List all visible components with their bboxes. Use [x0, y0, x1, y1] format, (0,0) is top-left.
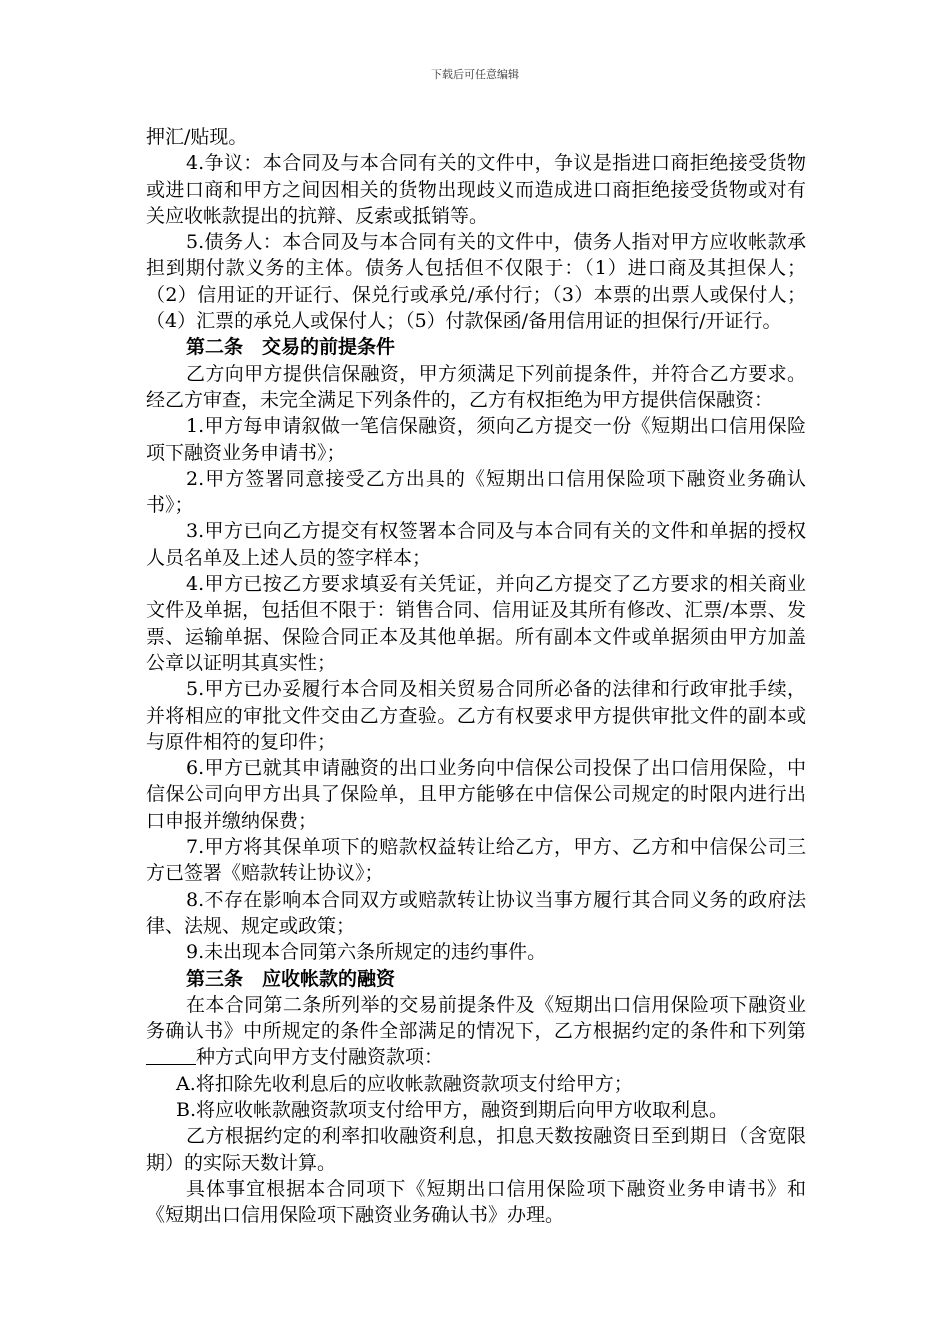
- paragraph: [146, 676, 806, 755]
- paragraph-text: 8.不存在影响本合同双方或赔款转让协议当事方履行其合同义务的政府法律、法规、规定或政策；: [146, 888, 806, 937]
- paragraph: [146, 939, 806, 965]
- paragraph-text: 2.甲方签署同意接受乙方出具的《短期出口信用保险项下融资业务确认书》；: [146, 467, 806, 517]
- paragraph-text: 第二条 交易的前提条件: [186, 336, 396, 359]
- paragraph: [146, 1176, 806, 1229]
- paragraph-text: 乙方向甲方提供信保融资，甲方须满足下列前提条件，并符合乙方要求。经乙方审查，未完全满足下列条件的，乙方有权拒绝为甲方提供信保融资：: [146, 362, 806, 411]
- paragraph: [146, 124, 806, 150]
- paragraph-text: 5.甲方已办妥履行本合同及相关贸易合同所必备的法律和行政审批手续，并将相应的审批文件交由乙方查验。乙方有权要求甲方提供审批文件的副本或与原件相符的复印件；: [146, 678, 806, 753]
- paragraph-text: A.将扣除先收利息后的应收帐款融资款项支付给甲方；: [176, 1072, 633, 1095]
- paragraph: [146, 1071, 806, 1097]
- paragraph: [146, 887, 806, 940]
- paragraph-text: 在本合同第二条所列举的交易前提条件及《短期出口信用保险项下融资业务确认书》中所规定的条件全部满足的情况下，乙方根据约定的条件和下列第: [146, 993, 806, 1043]
- paragraph: [146, 361, 806, 414]
- section-heading: [146, 966, 806, 992]
- paragraph-text: 1.甲方每申请叙做一笔信保融资，须向乙方提交一份《短期出口信用保险项下融资业务申请书》；: [146, 415, 806, 464]
- paragraph-text: 4.甲方已按乙方要求填妥有关凭证，并向乙方提交了乙方要求的相关商业文件及单据，包括但不限于：销售合同、信用证及其所有修改、汇票/本票、发票、运输单据、保险合同正本及其他单据。所有副本文件或单据须由甲方加盖公章以证明其真实性；: [146, 573, 806, 674]
- paragraph: [146, 571, 806, 676]
- paragraph-text: 第三条 应收帐款的融资: [186, 967, 396, 990]
- paragraph-text: 5.债务人：本合同及与本合同有关的文件中，债务人指对甲方应收帐款承担到期付款义务的主体。债务人包括但不仅限于：（1）进口商及其担保人；（2）信用证的开证行、保兑行或承兑/承付行；（3）本票的出票人或保付人；（4）汇票的承兑人或保付人；（5）付款保函/备用信用证的担保行/开证行。: [146, 231, 806, 333]
- paragraph-text: 具体事宜根据本合同项下《短期出口信用保险项下融资业务申请书》和《短期出口信用保险项下融资业务确认书》办理。: [146, 1177, 806, 1227]
- paragraph-text: 7.甲方将其保单项下的赔款权益转让给乙方，甲方、乙方和中信保公司三方已签署《赔款转让协议》；: [146, 836, 806, 885]
- document-body: [146, 124, 806, 1228]
- section-heading: [146, 334, 806, 360]
- page-header: 下载后可任意编辑: [431, 68, 519, 81]
- paragraph-text: 押汇/贴现。: [146, 126, 248, 148]
- paragraph-text: B.将应收帐款融资款项支付给甲方，融资到期后向甲方收取利息。: [176, 1098, 729, 1121]
- paragraph-text: 3.甲方已向乙方提交有权签署本合同及与本合同有关的文件和单据的授权人员名单及上述人员的签字样本；: [146, 520, 806, 569]
- paragraph-text: 6.甲方已就其申请融资的出口业务向中信保公司投保了出口信用保险，中信保公司向甲方出具了保险单，且甲方能够在中信保公司规定的时限内进行出口申报并缴纳保费；: [146, 757, 806, 832]
- paragraph: [146, 518, 806, 571]
- paragraph: [146, 1097, 806, 1123]
- paragraph: [146, 1123, 806, 1176]
- fill-in-blank[interactable]: [146, 1045, 196, 1065]
- paragraph-text: 种方式向甲方支付融资款项：: [196, 1046, 444, 1069]
- paragraph-text: 乙方根据约定的利率扣收融资利息，扣息天数按融资日至到期日（含宽限期）的实际天数计算。: [146, 1125, 806, 1174]
- paragraph: [146, 834, 806, 887]
- paragraph: [146, 992, 806, 1071]
- paragraph-text: 9.未出现本合同第六条所规定的违约事件。: [186, 941, 547, 964]
- paragraph: [146, 466, 806, 519]
- paragraph: [146, 755, 806, 834]
- paragraph: [146, 229, 806, 334]
- paragraph: [146, 150, 806, 229]
- paragraph-text: 4.争议：本合同及与本合同有关的文件中，争议是指进口商拒绝接受货物或进口商和甲方之间因相关的货物出现歧义而造成进口商拒绝接受货物或对有关应收帐款提出的抗辩、反索或抵销等。: [146, 152, 806, 227]
- paragraph: [146, 413, 806, 466]
